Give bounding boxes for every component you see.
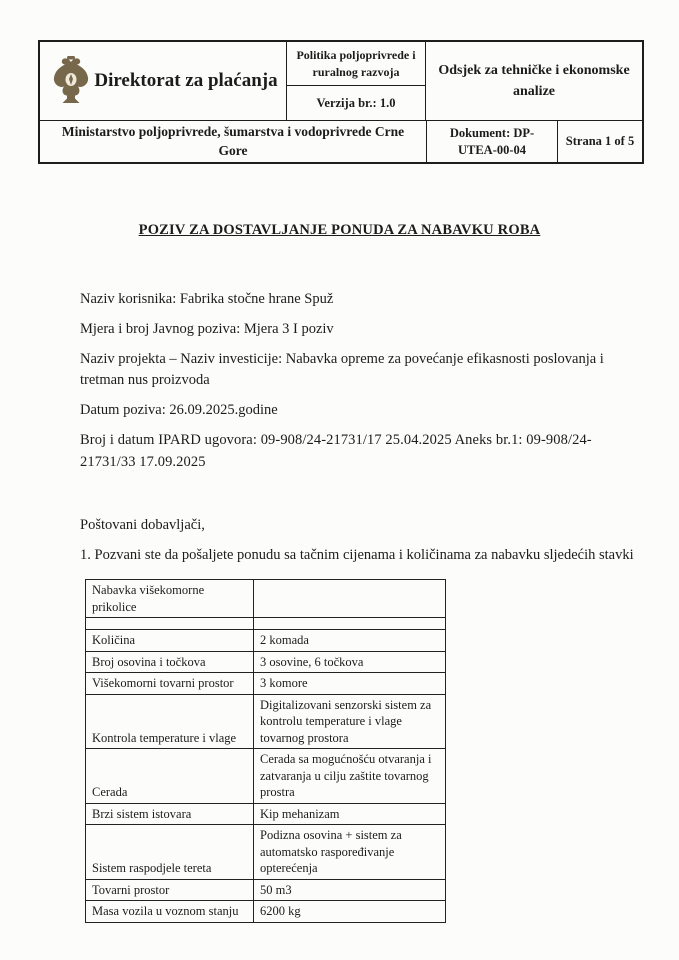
spec-value: Cerada sa mogućnošću otvaranja i zatvaranja u cilju zaštite tovarnog prostra <box>254 749 446 804</box>
spec-value: Podizna osovina + sistem za automatsko raspoređivanje opterećenja <box>254 825 446 880</box>
coat-of-arms-icon <box>48 55 94 107</box>
spec-value: Kip mehanizam <box>254 803 446 825</box>
spec-value <box>254 618 446 630</box>
spec-value: 2 komada <box>254 630 446 652</box>
spec-label: Broj osovina i točkova <box>86 651 254 673</box>
spec-value: 3 komore <box>254 673 446 695</box>
document-title <box>0 222 679 239</box>
spec-label: Brzi sistem istovara <box>86 803 254 825</box>
spec-label: Nabavka višekomorne prikolice <box>86 580 254 618</box>
detail-line-datum: Datum poziva: 26.09.2025.godine <box>80 402 278 418</box>
detail-line-mjera: Mjera i broj Javnog poziva: Mjera 3 I poziv <box>80 320 334 337</box>
policy-label: Politika poljoprivrede i ruralnog razvoja <box>287 42 425 86</box>
table-row <box>86 630 446 652</box>
table-row <box>86 749 446 804</box>
spec-label: Kontrola temperature i vlage <box>86 694 254 749</box>
ministry-label: Ministarstvo poljoprivrede, šumarstva i vodoprivrede Crne Gore <box>61 124 405 158</box>
spec-label: Sistem raspodjele tereta <box>86 825 254 880</box>
table-row <box>86 803 446 825</box>
detail-line-ugovor: Broj i datum IPARD ugovora: 09-908/24-21731/17 25.04.2025 Aneks br.1: 09-908/24-21731/33 17.09.2025 <box>80 431 592 470</box>
salutation: Poštovani dobavljači, <box>80 517 205 534</box>
table-row <box>86 879 446 901</box>
spec-value <box>254 580 446 618</box>
spec-label: Masa vozila u voznom stanju <box>86 901 254 923</box>
intro-line: 1. Pozvani ste da pošaljete ponudu sa tačnim cijenama i količinama za nabavku sljedećih stavki <box>80 547 634 564</box>
table-row <box>86 694 446 749</box>
table-row <box>86 673 446 695</box>
department-label: Odsjek za tehničke i ekonomske analize <box>438 63 630 99</box>
detail-line-projekat: Naziv projekta – Naziv investicije: Nabavka opreme za povećanje efikasnosti poslovanja i tretman nus proizvoda <box>80 350 604 389</box>
directorate-title: Direktorat za plaćanja <box>94 70 278 92</box>
table-row <box>86 618 446 630</box>
spec-table <box>85 579 446 923</box>
spec-label: Cerada <box>86 749 254 804</box>
spec-value: Digitalizovani senzorski sistem za kontrolu temperature i vlage tovarnog prostora <box>254 694 446 749</box>
document-title-text: POZIV ZA DOSTAVLJANJE PONUDA ZA NABAVKU ROBA <box>138 222 541 238</box>
spec-label: Količina <box>86 630 254 652</box>
version-label: Verzija br.: 1.0 <box>316 95 396 110</box>
details-block <box>80 289 641 473</box>
header-row-top <box>40 42 642 120</box>
table-row <box>86 825 446 880</box>
spec-value: 6200 kg <box>254 901 446 923</box>
page-number: Strana 1 of 5 <box>565 134 635 148</box>
detail-line-korisnik: Naziv korisnika: Fabrika stočne hrane Spuž <box>80 291 334 307</box>
header-cell-directorate <box>40 42 286 120</box>
spec-label: Tovarni prostor <box>86 879 254 901</box>
spec-value: 50 m3 <box>254 879 446 901</box>
spec-label <box>86 618 254 630</box>
header-row-bottom <box>40 120 642 162</box>
spec-value: 3 osovine, 6 točkova <box>254 651 446 673</box>
document-number: Dokument: DP-UTEA-00-04 <box>426 121 558 162</box>
header-table <box>38 40 644 164</box>
spec-label: Višekomorni tovarni prostor <box>86 673 254 695</box>
header-cell-policy <box>286 42 426 120</box>
table-row <box>86 651 446 673</box>
table-row <box>86 901 446 923</box>
table-row <box>86 580 446 618</box>
